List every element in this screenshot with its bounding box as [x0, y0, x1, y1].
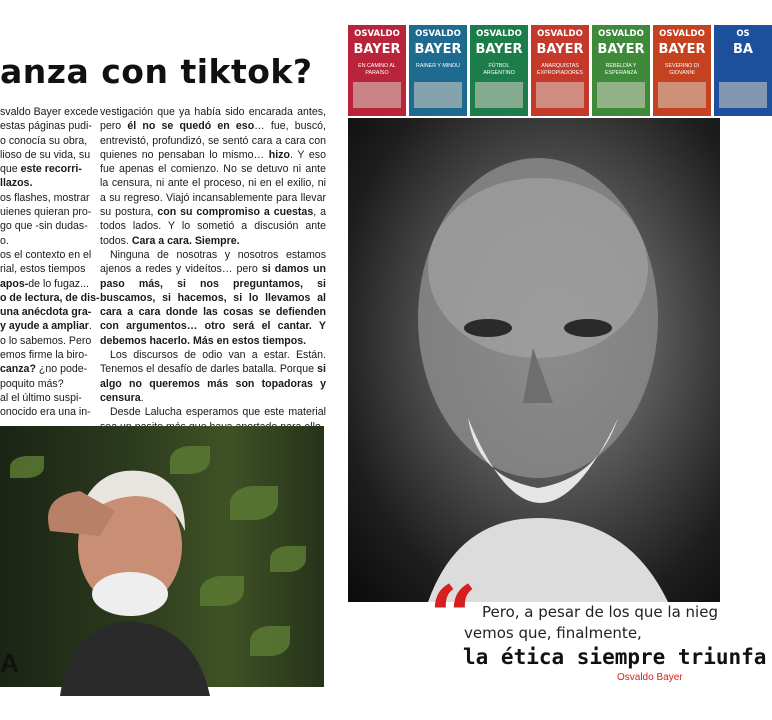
column-1-line: o.	[0, 234, 9, 247]
quote-line-3: la ética siempre triunfa	[463, 645, 767, 669]
column-1-line: os flashes, mostrar	[0, 191, 90, 204]
column-1-line: apos-de lo fugaz...	[0, 277, 89, 290]
portrait-illustration	[348, 118, 720, 602]
book-author-first: OSVALDO	[659, 29, 705, 39]
column-1-line: que este recorri-	[0, 163, 82, 176]
book-author-last: BAYER	[658, 42, 706, 57]
book-cover-photo	[353, 82, 401, 108]
column-1-line: o de lectura, de dis-	[0, 291, 100, 304]
book-author-last: BA	[733, 42, 753, 57]
column-1-line: poquito más?	[0, 377, 64, 390]
book-author-first: OSVALDO	[354, 29, 400, 39]
column-1-line: lioso de su vida, su	[0, 148, 91, 161]
book-author-first: OS	[736, 29, 750, 39]
photo-osvaldo-bayer-foliage	[0, 426, 324, 687]
book-title: ANARQUISTAS EXPROPIADORES	[537, 63, 583, 76]
column-1-line: onocido era una in-	[0, 406, 91, 419]
column-1-line: emos firme la biro-	[0, 349, 88, 362]
column-1-line: y ayude a ampliar.	[0, 320, 92, 333]
book-title: SEVERINO DI GIOVANNI	[664, 63, 700, 76]
book-title: FÚTBOL ARGENTINO	[483, 63, 515, 76]
column-1-line: o lo sabemos. Pero	[0, 334, 92, 347]
book-author-last: BAYER	[414, 42, 462, 57]
column-1-line: uienes quieran pro-	[0, 206, 92, 219]
portrait-osvaldo-bayer	[348, 118, 720, 602]
corner-letter: A	[0, 648, 19, 678]
quote-line-1: Pero, a pesar de los que la nieg	[482, 603, 718, 621]
column-1-line: estas páginas pudi-	[0, 120, 92, 133]
book-cover	[714, 25, 772, 116]
paragraph-1: vestigación que ya había sido encarada antes, pero él no se quedó en eso… fue, buscó, entrevistó, profundizó, se sentó cara a cara con quienes no pensaban lo mismo… hizo. Y eso fue apenas el comienzo. No se detuvo ni ante la censura, ni ante el proceso, ni en el exilio, ni a su regreso. Viajó incansablemente para llevar su postura, con su compromiso a cuestas, a todos lados. Y lo sometió a discusión ante todos. Cara a cara. Siempre.	[100, 106, 326, 247]
paragraph-2: Ninguna de nosotras y nosotros estamos ajenos a redes y videítos… pero si damos un paso más, si nos preguntamos, si buscamos, si hacemos, si lo llevamos al cara a cara donde las cosas se defienden con argumentos… otro será el cantar. Y debemos hacerlo. Más en estos tiempos.	[100, 248, 326, 347]
column-1-line: svaldo Bayer excede	[0, 106, 99, 118]
book-cover	[592, 25, 650, 116]
article-column-1	[0, 105, 100, 420]
book-title: REBELDÍA Y ESPERANZA	[604, 63, 638, 76]
quote-line-2: vemos que, finalmente,	[464, 624, 642, 642]
book-cover-photo	[719, 82, 767, 108]
book-cover	[470, 25, 528, 116]
article-column-2	[100, 105, 326, 434]
column-1-line: canza? ¿no pode-	[0, 363, 88, 376]
book-title: EN CAMINO AL PARAÍSO	[358, 63, 396, 76]
book-title: RAINER Y MINOU	[416, 63, 460, 69]
column-1-line: al el último suspi-	[0, 391, 82, 404]
column-1-line: o conocía su obra,	[0, 134, 88, 147]
book-cover-photo	[597, 82, 645, 108]
article-title: anza con tiktok?	[0, 52, 313, 91]
column-1-line: os el contexto en el	[0, 248, 92, 261]
book-cover	[531, 25, 589, 116]
book-author-last: BAYER	[536, 42, 584, 57]
book-author-last: BAYER	[353, 42, 401, 57]
paragraph-3: Los discursos de odio van a estar. Están. Tenemos el desafío de darles batalla. Porque si algo no queremos más son topadoras y censura.	[100, 349, 326, 404]
book-author-last: BAYER	[597, 42, 645, 57]
column-1-line: una anécdota gra-	[0, 306, 92, 319]
book-cover-photo	[414, 82, 462, 108]
book-author-first: OSVALDO	[415, 29, 461, 39]
book-cover	[348, 25, 406, 116]
book-author-first: OSVALDO	[598, 29, 644, 39]
book-cover-photo	[658, 82, 706, 108]
book-cover	[409, 25, 467, 116]
book-cover	[653, 25, 711, 116]
book-author-first: OSVALDO	[537, 29, 583, 39]
book-author-first: OSVALDO	[476, 29, 522, 39]
quote-author: Osvaldo Bayer	[617, 672, 683, 683]
paragraph-4: Desde Lalucha esperamos que este material	[110, 406, 326, 419]
book-covers-strip	[348, 25, 753, 116]
column-1-line: rial, estos tiempos	[0, 263, 86, 276]
column-1-line: llazos.	[0, 177, 33, 190]
book-cover-photo	[475, 82, 523, 108]
book-author-last: BAYER	[475, 42, 523, 57]
quote-mark-icon: “	[429, 567, 478, 666]
column-1-line: go que -sin dudas-	[0, 220, 88, 233]
book-cover-photo	[536, 82, 584, 108]
person-silhouette	[20, 436, 220, 696]
